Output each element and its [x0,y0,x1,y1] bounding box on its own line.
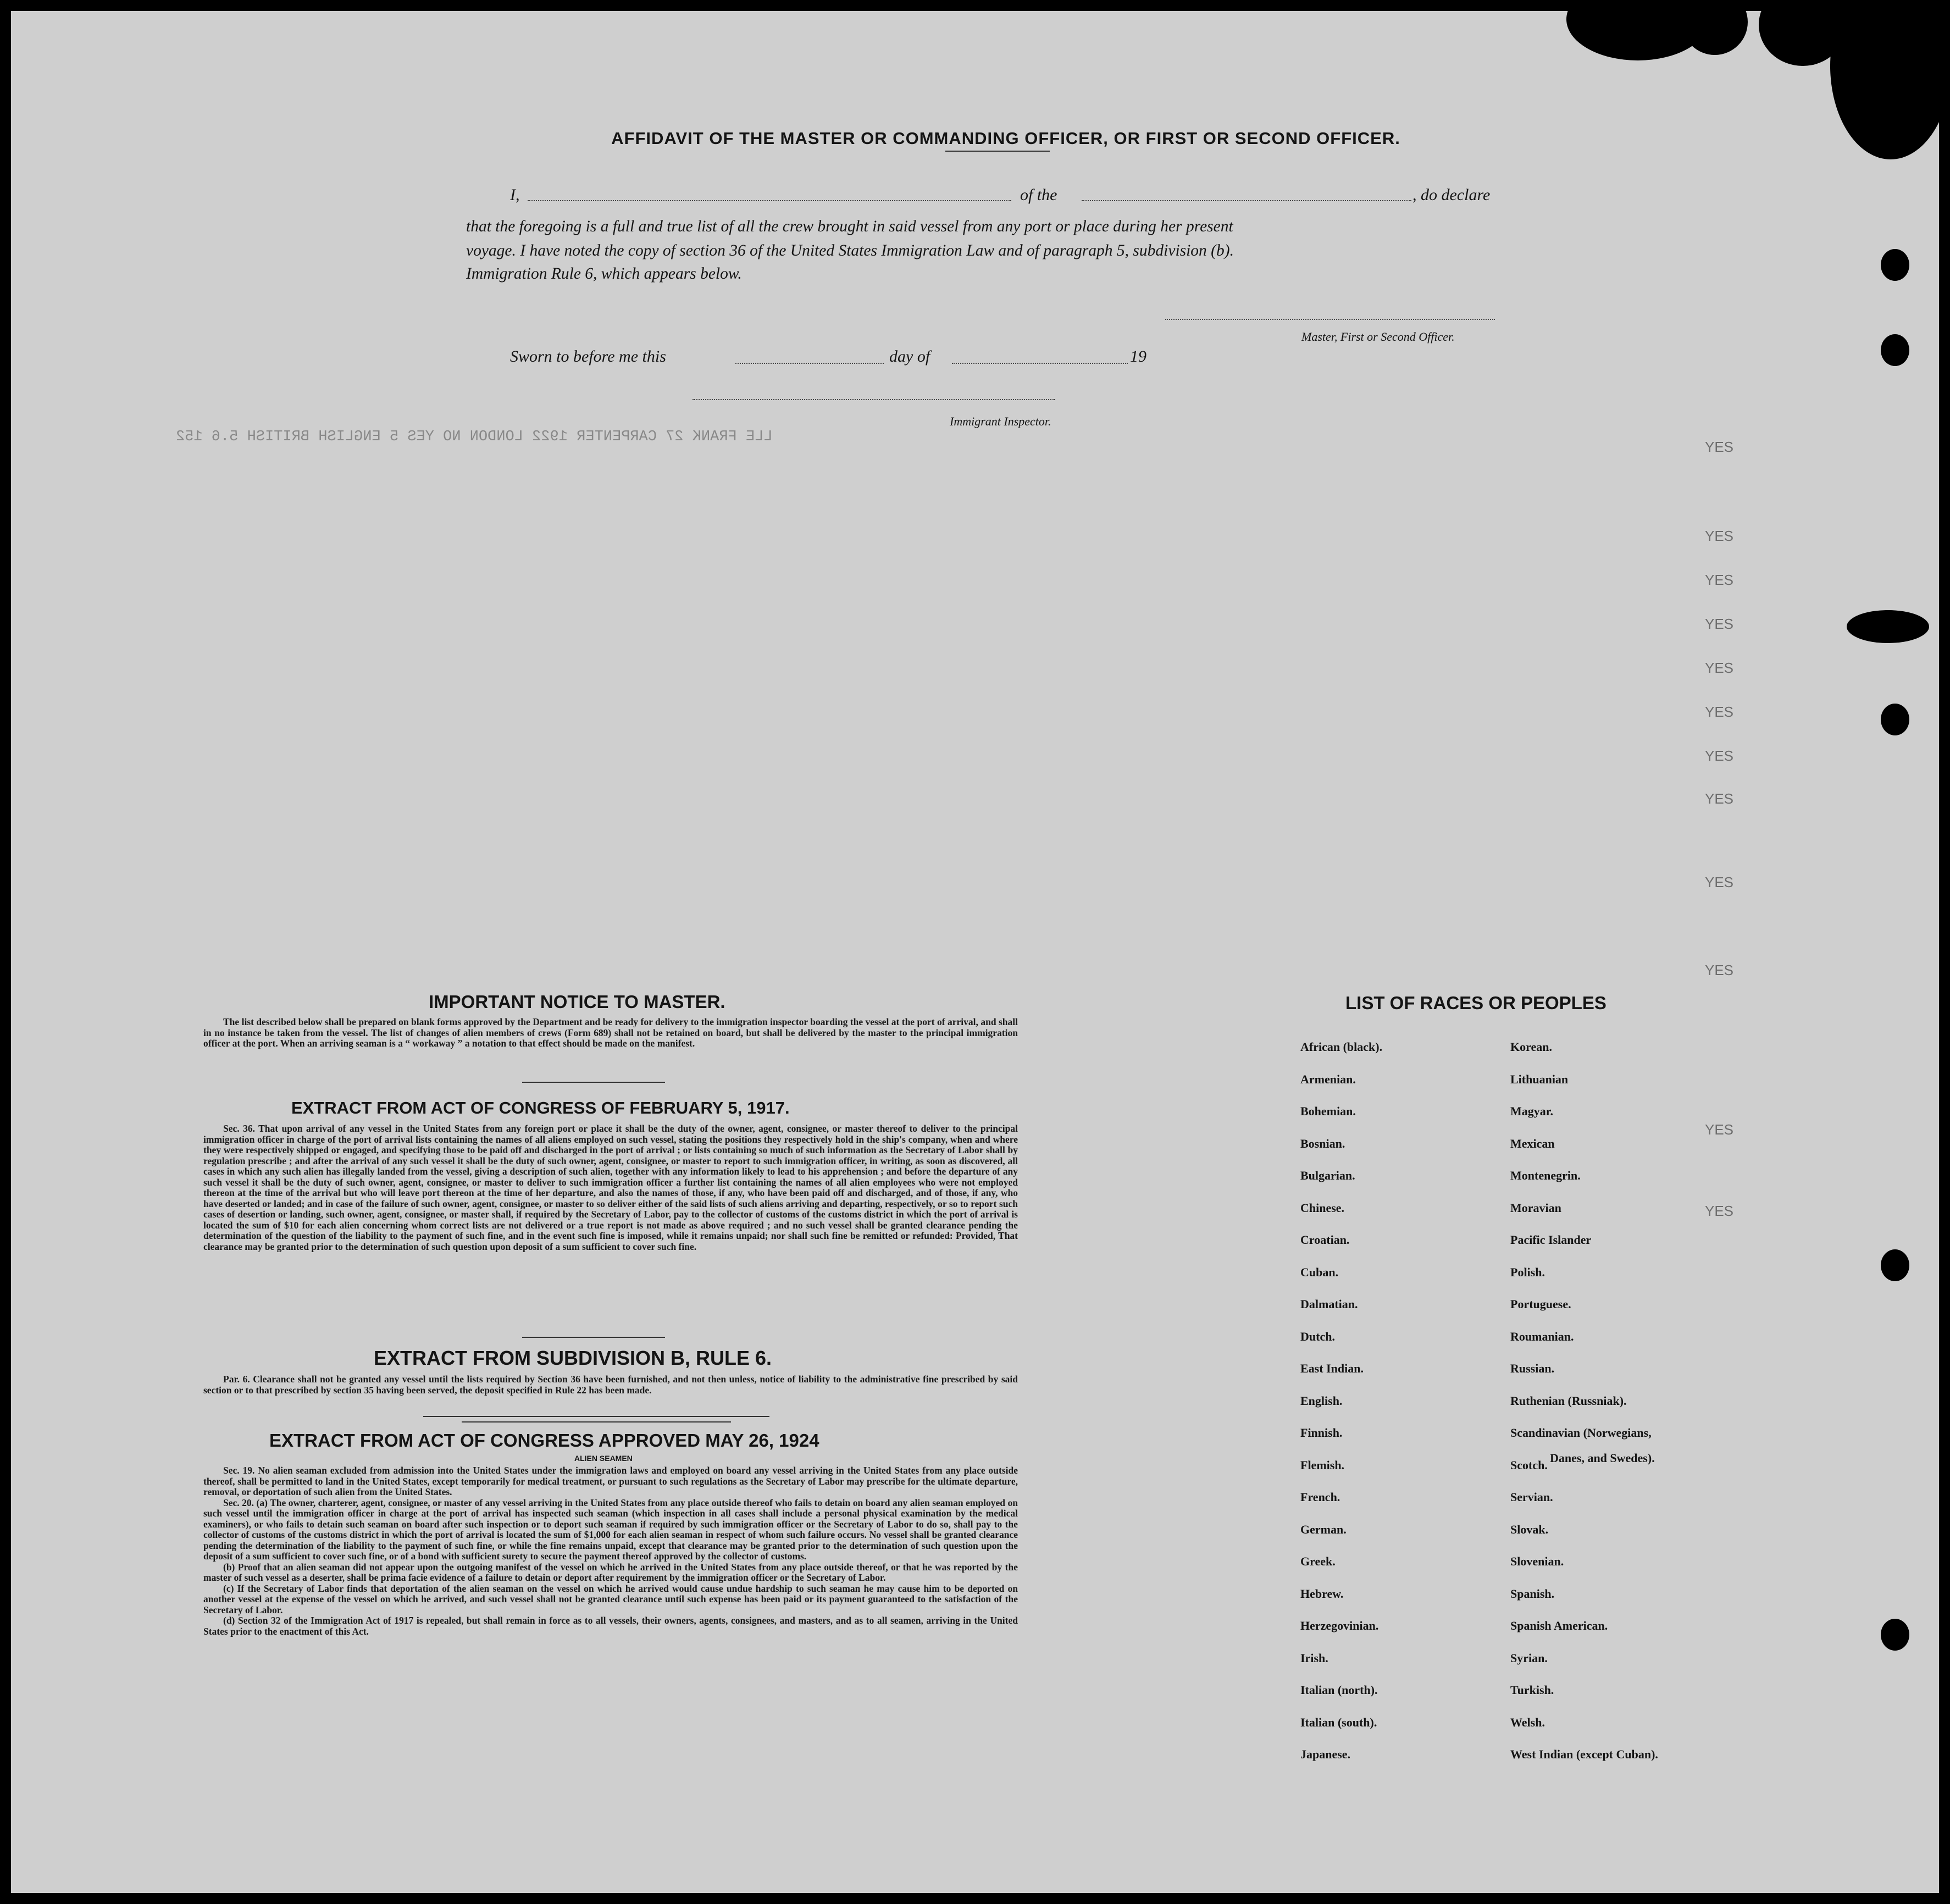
divider [522,1082,665,1083]
race-item: Slovak. [1510,1522,1549,1536]
affidavit-i: I, [510,186,520,204]
race-item: German. [1300,1522,1347,1536]
bleed-yes-mark: YES [1705,704,1734,720]
race-item: Croatian. [1300,1233,1350,1247]
bleed-yes-mark: YES [1705,962,1734,978]
race-item: Pacific Islander [1510,1233,1592,1247]
race-item: Italian (north). [1300,1683,1378,1697]
signature-line [1165,319,1495,320]
race-item: Montenegrin. [1510,1169,1581,1182]
race-item: Flemish. [1300,1458,1345,1472]
extract-rule6-paragraph: Par. 6. Clearance shall not be granted any vessel until the lists required by Section 36 have been furnished, and not then unless, notice of liability to the administrative fine prescribed by said section or to that prescribed by section 35 having been served, the deposit specified in Rule 22 has been made. [203,1374,1018,1396]
notice-paragraph: The list described below shall be prepared on blank forms approved by the Department and be ready for delivery to the immigration inspector boarding the vessel at the port of arrival, and shall in no instance be taken from the vessel. The list of changes of alien members of crews (Form 689) shall not be retained on board, but shall be delivered by the master to the principal immigration officer at the port. When an arriving seaman is a “ workaway ” a notation to that effect should be made on the manifest. [203,1016,1018,1049]
bleed-yes-mark: YES [1705,439,1734,455]
divider [522,1337,665,1338]
race-item: Spanish American. [1510,1619,1608,1632]
torn-corner [1830,0,1950,159]
inspector-line [693,399,1055,400]
race-item: Chinese. [1300,1200,1345,1215]
edge-damage [1847,610,1929,643]
race-item: West Indian (except Cuban). [1510,1747,1658,1761]
extract-1917-text [203,1123,1018,1252]
vessel-line [1082,200,1411,201]
race-item: Lithuanian [1510,1072,1569,1086]
extract-1924-text [203,1465,1018,1637]
race-item: Syrian. [1510,1651,1548,1665]
race-item: Moravian [1510,1200,1561,1215]
extract-1924-title: EXTRACT FROM ACT OF CONGRESS APPROVED MAY 26, 1924 [269,1430,819,1451]
race-item: Greek. [1300,1554,1336,1568]
bleed-yes-mark: YES [1705,1121,1734,1138]
race-item: Ruthenian (Russniak). [1510,1393,1627,1408]
extract-1924-paragraph: Sec. 19. No alien seaman excluded from admission into the United States under the immigration laws and employed on board any vessel arriving in the United States from any place outside thereof, shall be permitted to land in the United States, except temporarily for medical treatment, or pursuant to such regulations as the Secretary of Labor may prescribe for the ultimate departure, removal, or deportation of such alien from the United States. [203,1465,1018,1497]
race-item: Scotch. [1510,1458,1548,1472]
bleed-through-row: LLE FRANK 27 CARPENTER 1922 LONDON NO YES 5 ENGLISH BRITISH 5.6 152 [176,429,773,445]
bleed-yes-mark: YES [1705,748,1734,764]
notice-text [203,1017,1018,1049]
races-right-column [1510,1040,1658,1780]
extract-1917-title: EXTRACT FROM ACT OF CONGRESS OF FEBRUARY 5, 1917. [291,1098,790,1117]
punch-hole [1881,704,1909,735]
race-item: Cuban. [1300,1265,1339,1279]
extract-1924-paragraph: (b) Proof that an alien seaman did not appear upon the outgoing manifest of the vessel on which he arrived in the United States from any place outside thereof, or that he was reported by the master of such vessel as a deserter, shall be prima facie evidence of a failure to detain or deport after requirement by the immigration officer or the Secretary of Labor. [203,1561,1018,1583]
race-item: Magyar. [1510,1104,1554,1118]
notice-title: IMPORTANT NOTICE TO MASTER. [429,992,725,1012]
punch-hole [1881,1619,1909,1651]
race-item: Bosnian. [1300,1136,1345,1150]
punch-hole [1881,1249,1909,1281]
race-item: Herzegovinian. [1300,1619,1379,1632]
race-item: Korean. [1510,1040,1552,1054]
race-item: Scandinavian (Norwegians, [1510,1426,1652,1440]
affidavit-of-the: of the [1020,186,1057,204]
race-item: Italian (south). [1300,1715,1377,1729]
torn-corner [1682,0,1748,55]
race-item: Servian. [1510,1490,1553,1504]
race-item: Spanish. [1510,1586,1555,1601]
title-underline [945,151,1050,152]
affidavit-line-1: that the foregoing is a full and true list of all the crew brought in said vessel from any port or place during her present [466,218,1233,235]
affidavit-title: AFFIDAVIT OF THE MASTER OR COMMANDING OFFICER, OR FIRST OR SECOND OFFICER. [611,129,1400,148]
race-item: Roumanian. [1510,1329,1574,1343]
race-item: French. [1300,1490,1340,1504]
race-item: Welsh. [1510,1715,1545,1729]
sworn-day-line [735,363,884,364]
sworn-year: 19 [1130,347,1146,366]
signature-label: Master, First or Second Officer. [1301,330,1455,344]
extract-1924-paragraph: (d) Section 32 of the Immigration Act of 1917 is repealed, but shall remain in force as to all vessels, their owners, agents, consignees, and masters, and as to all seamen, arriving in the United States prior to the enactment of this Act. [203,1615,1018,1637]
race-item: Armenian. [1300,1072,1356,1086]
divider [423,1416,769,1417]
bleed-yes-mark: YES [1705,660,1734,676]
punch-hole [1881,334,1909,366]
sworn-day-of: day of [889,347,930,366]
alien-seamen-subtitle: ALIEN SEAMEN [574,1454,633,1463]
race-item: Dalmatian. [1300,1297,1358,1311]
race-item: Bohemian. [1300,1104,1356,1118]
race-item: Slovenian. [1510,1554,1564,1568]
document-page [11,11,1939,1893]
divider [462,1421,731,1423]
bleed-yes-mark: YES [1705,528,1734,544]
bleed-yes-mark: YES [1705,1203,1734,1219]
sworn-text: Sworn to before me this [510,347,666,366]
extract-1924-paragraph: Sec. 20. (a) The owner, charterer, agent, consignee, or master of any vessel arriving in the United States from any place outside thereof who fails to detain on board any alien seaman employed on such vessel until the immigration officer in charge at the port of arrival has inspected such seaman (which inspection in all cases shall include a personal physical examination by the medical examiners), or who fails to detain such seaman on board after such inspection or to deport such seaman if required by such immigration officer or the Secretary of Labor to do so, shall pay to the collector of customs of the customs district in which the port of arrival is located the sum of $1,000 for each alien seaman in respect of whom such failure occurs. No vessel shall be granted clearance pending the determination of the liability to the payment of such fine, or while the fine remains unpaid, except that clearance may be granted prior to the determination of such question upon the deposit of a sum sufficient to cover such fine, or of a bond with sufficient surety to secure the payment thereof approved by the collector of customs. [203,1497,1018,1562]
race-item: Japanese. [1300,1747,1351,1761]
bleed-yes-mark: YES [1705,874,1734,890]
affidavit-do-declare: , do declare [1412,186,1491,204]
bleed-yes-mark: YES [1705,616,1734,632]
bleed-yes-mark: YES [1705,790,1734,807]
race-item: Russian. [1510,1361,1555,1375]
inspector-label: Immigrant Inspector. [950,414,1051,428]
extract-1917-paragraph: Sec. 36. That upon arrival of any vessel in the United States from any foreign port or place it shall be the duty of the owner, agent, consignee, or master thereof to deliver to the principal immigration officer in charge of the port of arrival lists containing the names of all aliens employed on such vessel, stating the positions they respectively hold in the ship's company, when and where they were respectively shipped or engaged, and specifying those to be paid off and discharged in the port of arrival ; or lists containing so much of such information as the Secretary of Labor shall by regulation prescribe ; and after the arrival of any such vessel it shall be the duty of such owner, agent, consignee, or master to report to such immigration officer, in writing, as soon as discovered, all cases in which any such alien has illegally landed from the vessel, giving a description of such alien, together with any information likely to lead to his apprehension ; and before the departure of any such vessel it shall be the duty of such owner, agent, consignee, or master to deliver to such immigration officer a further list containing the names of all alien employees who were not employed thereon at the time of the arrival but who will leave port thereon at the time of her departure, and also the names of those, if any, who have been paid off and discharged, and of those, if any, who have deserted or landed; and in case of the failure of such owner, agent, consignee, or master to so deliver either of the said lists of such aliens arriving and departing, respectively, or so to report such cases of desertion or landing, such owner, agent, consignee, or master shall, if required by the Secretary of Labor, pay to the collector of customs of the customs district in which the port of arrival is located the sum of $10 for each alien concerning whom correct lists are not delivered or a true report is not made as above required ; and no such vessel shall be granted clearance pending the determination of the question of the liability to the payment of such fine, and in the event such fine is imposed, while it remains unpaid; nor shall such fine be remitted or refunded: Provided, That clearance may be granted prior to the determination of such question upon deposit of a sum sufficient to cover such fine. [203,1123,1018,1252]
races-left-column [1300,1040,1382,1780]
affidavit-line-2: voyage. I have noted the copy of section 36 of the United States Immigration Law and of paragraph 5, subdivision (b). [466,242,1234,259]
race-item: Hebrew. [1300,1586,1344,1601]
race-item: Mexican [1510,1136,1555,1150]
race-item: Bulgarian. [1300,1169,1355,1182]
race-item: Polish. [1510,1265,1545,1279]
race-item: Dutch. [1300,1329,1335,1343]
race-item: Irish. [1300,1651,1328,1665]
race-item: Portuguese. [1510,1297,1571,1311]
race-item: Turkish. [1510,1683,1554,1697]
race-item-continuation: Danes, and Swedes). [1550,1451,1655,1465]
race-item: Finnish. [1300,1426,1343,1440]
race-item: English. [1300,1393,1343,1408]
name-line [528,200,1011,201]
race-item: African (black). [1300,1040,1383,1054]
punch-hole [1881,249,1909,281]
sworn-month-line [952,363,1128,364]
race-item: East Indian. [1300,1361,1364,1375]
extract-rule6-text [203,1374,1018,1396]
affidavit-line-3: Immigration Rule 6, which appears below. [466,265,742,283]
extract-rule6-title: EXTRACT FROM SUBDIVISION B, RULE 6. [374,1347,772,1369]
races-title: LIST OF RACES OR PEOPLES [1345,993,1606,1013]
extract-1924-paragraph: (c) If the Secretary of Labor finds that deportation of the alien seaman on the vessel on which he arrived would cause undue hardship to such seaman he may cause him to be deported on another vessel at the expense of the vessel on which he arrived, and such vessel shall not be granted clearance until such expense has been paid or its payment guaranteed to the satisfaction of the Secretary of Labor. [203,1582,1018,1615]
bleed-yes-mark: YES [1705,572,1734,588]
